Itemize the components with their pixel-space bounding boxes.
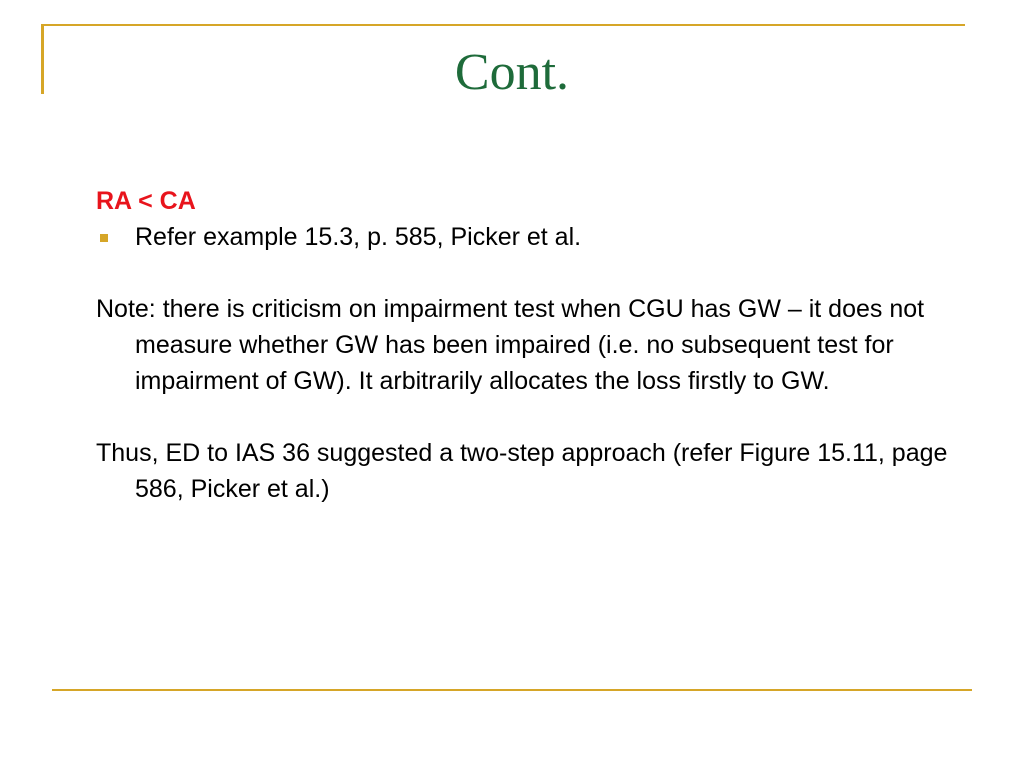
note-paragraph: Note: there is criticism on impairment test when CGU has GW – it does not measure whether GW has been impaired (i.e. no subsequent test for impairment of GW). It arbitrarily allocates the loss firstly to GW. xyxy=(96,295,925,395)
thus-paragraph: Thus, ED to IAS 36 suggested a two-step approach (refer Figure 15.11, page 586, Picker et al.) xyxy=(96,439,948,503)
frame-bottom-rule xyxy=(52,689,972,691)
bullet-text: Refer example 15.3, p. 585, Picker et al. xyxy=(135,223,582,251)
slide-title: Cont. xyxy=(454,44,570,101)
slide-body xyxy=(96,183,966,507)
section-heading: RA < CA xyxy=(96,187,196,215)
bullet-item xyxy=(96,219,966,255)
frame-top-rule xyxy=(41,24,965,26)
square-bullet-icon xyxy=(100,234,108,242)
